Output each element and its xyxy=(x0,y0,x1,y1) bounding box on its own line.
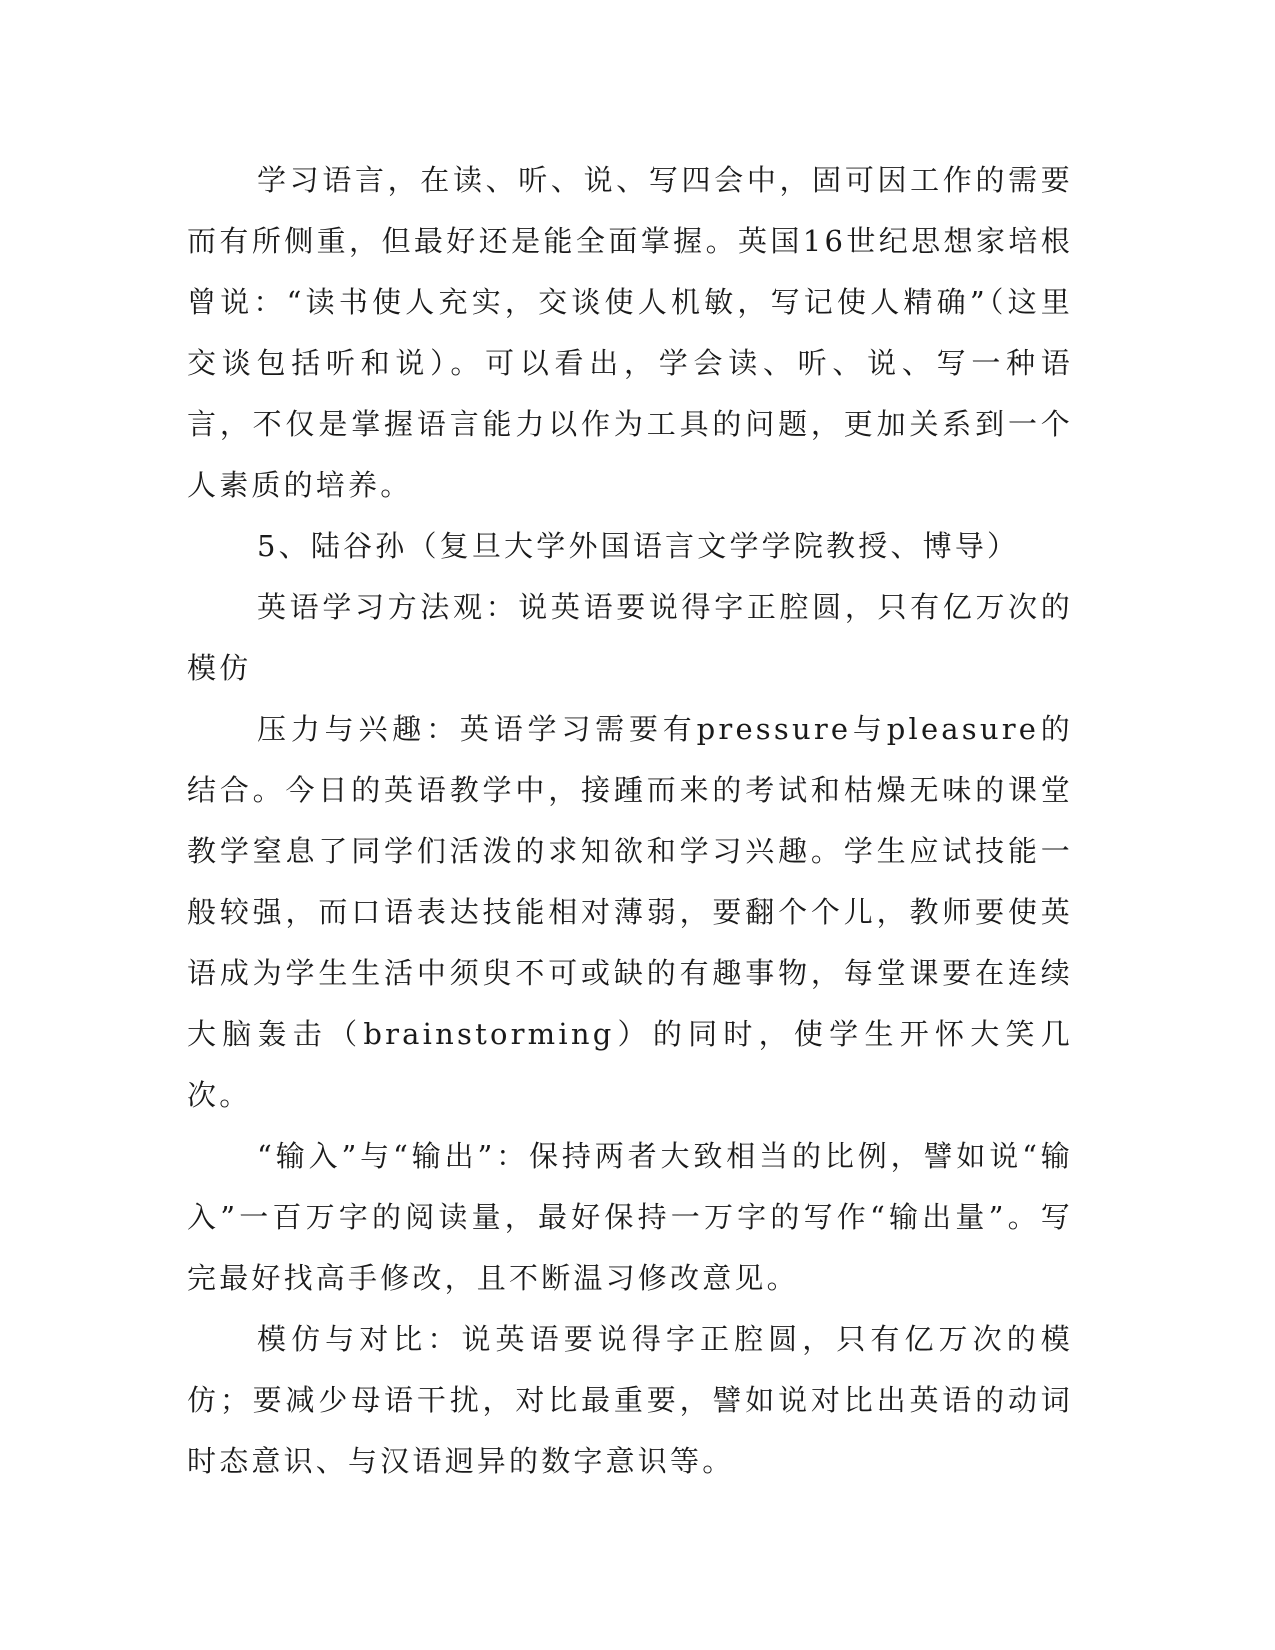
document-body xyxy=(187,150,1073,1492)
paragraph-language-skills: 学习语言，在读、听、说、写四会中，固可因工作的需要而有所侧重，但最好还是能全面掌握。英国16世纪思想家培根曾说：“读书使人充实，交谈使人机敏，写记使人精确”（这里交谈包括听和说）。可以看出，学会读、听、说、写一种语言，不仅是掌握语言能力以作为工具的问题，更加关系到一个人素质的培养。 xyxy=(187,163,1073,502)
paragraph-learning-method: 英语学习方法观：说英语要说得字正腔圆，只有亿万次的模仿 xyxy=(187,590,1073,685)
paragraph-imitation-comparison: 模仿与对比：说英语要说得字正腔圆，只有亿万次的模仿；要减少母语干扰，对比最重要，譬如说对比出英语的动词时态意识、与汉语迥异的数字意识等。 xyxy=(187,1322,1073,1478)
paragraph-section-heading: 5、陆谷孙（复旦大学外国语言文学学院教授、博导） xyxy=(257,529,1020,563)
paragraph-input-output: “输入”与“输出”：保持两者大致相当的比例，譬如说“输入”一百万字的阅读量，最好保持一万字的写作“输出量”。写完最好找高手修改，且不断温习修改意见。 xyxy=(187,1139,1073,1295)
paragraph-pressure-interest: 压力与兴趣：英语学习需要有pressure与pleasure的结合。今日的英语教学中，接踵而来的考试和枯燥无味的课堂教学窒息了同学们活泼的求知欲和学习兴趣。学生应试技能一般较强，而口语表达技能相对薄弱，要翻个个儿，教师要使英语成为学生生活中须臾不可或缺的有趣事物，每堂课要在连续大脑轰击（brainstorming）的同时，使学生开怀大笑几次。 xyxy=(187,712,1073,1112)
